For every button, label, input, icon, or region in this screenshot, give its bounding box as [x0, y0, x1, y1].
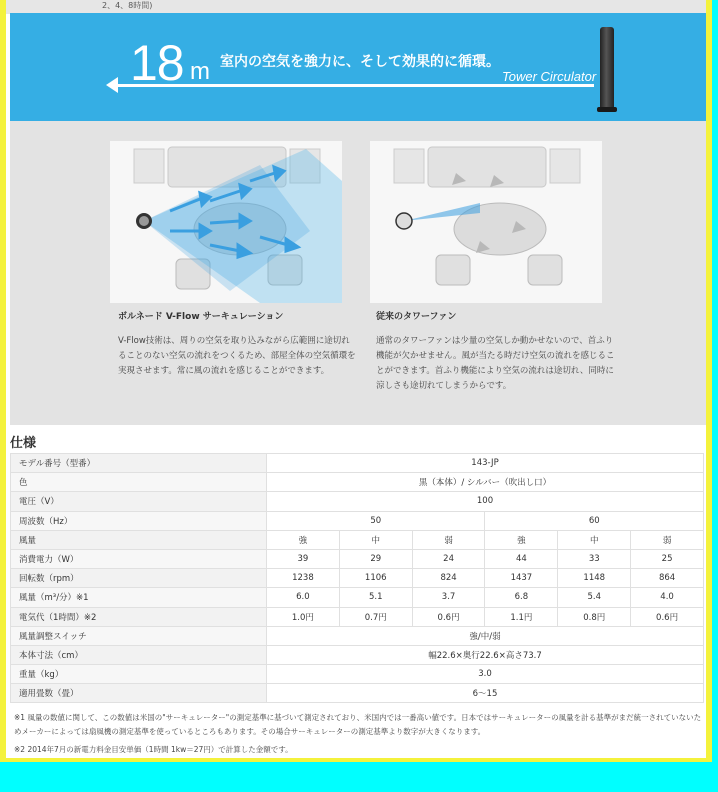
spec-table	[10, 453, 704, 703]
table-row	[11, 607, 704, 626]
spec-value: 1106	[339, 569, 412, 588]
footnote-1: ※1 風量の数値に関して、この数値は米国の"サーキュレーター"の測定基準に基づいて測定されており、米国内では一番高い値です。日本ではサーキュレーターの風量を計る基準がまだ統一されていないためメーカーによっては扇風機の測定基準を使っているところもあります。その場合サーキュレーターの測定基準より数字が大きくなります。	[14, 713, 702, 736]
spec-label: モデル番号（型番）	[11, 454, 267, 473]
spec-value: 824	[412, 569, 485, 588]
vflow-caption-title: ボルネード V-Flow サーキュレーション	[118, 312, 284, 322]
top-note: 2、4、8時間)	[6, 0, 706, 14]
spec-label: 周波数（Hz）	[11, 511, 267, 530]
hero-arrow-line	[114, 84, 594, 87]
hero-distance-number: 18	[130, 35, 184, 91]
tower-circulator-image	[600, 27, 614, 109]
spec-value: 弱	[412, 530, 485, 549]
spec-label: 適用畳数（畳）	[11, 684, 267, 703]
table-row	[11, 454, 704, 473]
vflow-caption-body: V-Flow技術は、周りの空気を取り込みながら広範囲に途切れることのない空気の流れをつくるため、部屋全体の空気循環を実現させます。常に風の流れを感じることができます。	[118, 336, 356, 376]
footnote-2: ※2 2014年7月の新電力料金目安単価（1時間 1kw＝27円）で計算した金額です。	[14, 745, 293, 754]
hero-banner	[10, 13, 706, 121]
spec-label: 風量（m³/分）※1	[11, 588, 267, 607]
spec-heading: 仕様	[10, 436, 37, 451]
arrow-left-icon	[106, 77, 118, 93]
spec-value: 0.7円	[339, 607, 412, 626]
hero-distance-unit: m	[190, 58, 210, 85]
spec-label: 本体寸法（cm）	[11, 645, 267, 664]
spec-value: 44	[485, 549, 558, 568]
spec-value: 6.0	[267, 588, 340, 607]
spec-value: 1.0円	[267, 607, 340, 626]
spec-value: 幅22.6×奥行22.6×高さ73.7	[267, 645, 704, 664]
spec-value: 0.6円	[412, 607, 485, 626]
spec-value: 中	[558, 530, 631, 549]
spec-value: 60	[485, 511, 704, 530]
hero-product-label: Tower Circulator	[502, 69, 597, 84]
spec-value: 1238	[267, 569, 340, 588]
spec-value: 6.8	[485, 588, 558, 607]
spec-value: 5.1	[339, 588, 412, 607]
spec-value: 100	[267, 492, 704, 511]
table-row	[11, 549, 704, 568]
spec-value: 39	[267, 549, 340, 568]
spec-value: 33	[558, 549, 631, 568]
spec-value: 864	[631, 569, 704, 588]
table-row	[11, 530, 704, 549]
spec-label: 回転数（rpm）	[11, 569, 267, 588]
spec-value: 6〜15	[267, 684, 704, 703]
spec-value: 1437	[485, 569, 558, 588]
spec-value: 3.7	[412, 588, 485, 607]
table-row	[11, 492, 704, 511]
spec-value: 弱	[631, 530, 704, 549]
conventional-fan-diagram-image	[370, 141, 602, 303]
spec-label: 風量	[11, 530, 267, 549]
spec-label: 重量（kg）	[11, 665, 267, 684]
table-row	[11, 588, 704, 607]
spec-value: 143-JP	[267, 454, 704, 473]
spec-value: 25	[631, 549, 704, 568]
spec-value: 1148	[558, 569, 631, 588]
spec-value: 強	[267, 530, 340, 549]
spec-value: 5.4	[558, 588, 631, 607]
spec-value: 24	[412, 549, 485, 568]
spec-label: 色	[11, 473, 267, 492]
spec-label: 消費電力（W）	[11, 549, 267, 568]
spec-value: 0.8円	[558, 607, 631, 626]
spec-value: 0.6円	[631, 607, 704, 626]
spec-value: 強/中/弱	[267, 626, 704, 645]
conventional-caption-title: 従来のタワーファン	[376, 312, 457, 322]
table-row	[11, 626, 704, 645]
conventional-caption-body: 通常のタワーファンは少量の空気しか動かせないので、首ふり機能が欠かせません。風が当たる時だけ空気の流れを感じることができます。首ふり機能により空気の流れは途切れ、同時に涼しさも途切れてしまうからです。	[376, 336, 615, 391]
spec-value: 中	[339, 530, 412, 549]
table-row	[11, 665, 704, 684]
spec-label: 電気代（1時間）※2	[11, 607, 267, 626]
spec-value: 50	[267, 511, 485, 530]
spec-label: 風量調整スイッチ	[11, 626, 267, 645]
table-row	[11, 684, 704, 703]
spec-value: 29	[339, 549, 412, 568]
table-row	[11, 511, 704, 530]
spec-value: 3.0	[267, 665, 704, 684]
footnotes	[14, 711, 702, 761]
comparison-section	[10, 121, 706, 425]
table-row	[11, 473, 704, 492]
spec-value: 1.1円	[485, 607, 558, 626]
vflow-diagram-image	[110, 141, 342, 303]
spec-value: 4.0	[631, 588, 704, 607]
hero-headline: 室内の空気を強力に、そして効果的に循環。	[220, 54, 500, 70]
table-row	[11, 645, 704, 664]
spec-value: 黒（本体）/ シルバー（吹出し口）	[267, 473, 704, 492]
spec-label: 電圧（V）	[11, 492, 267, 511]
spec-value: 強	[485, 530, 558, 549]
table-row	[11, 569, 704, 588]
